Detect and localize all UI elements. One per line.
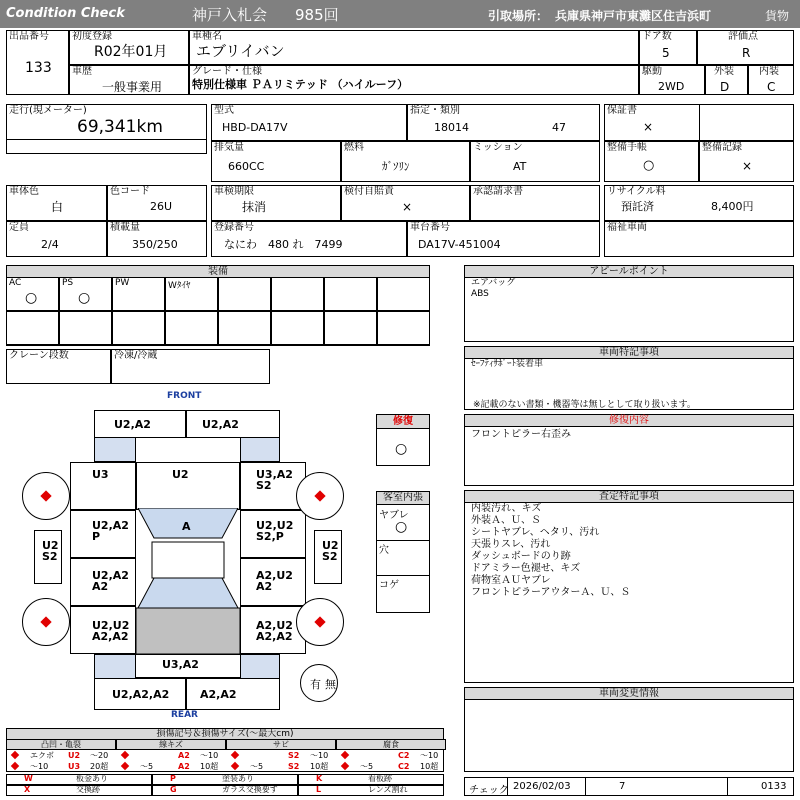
panel-label-qtr-rr-1: A2,U2 (256, 619, 293, 632)
equipment-cell (165, 311, 218, 345)
panel-label-bumper-rl: U2,A2,A2 (112, 688, 170, 701)
recycle-amount: 8,400円 (711, 200, 754, 213)
panel-label-fender-fl: U3 (92, 468, 109, 481)
panel-label-side-l-1: U2 (42, 539, 59, 552)
mileage-label: 走行(現メーター) (9, 105, 87, 116)
appeal-title: アピールポイント (465, 266, 793, 278)
service-book-label: 整備手帳 (607, 142, 647, 153)
capacity-label: 定員 (9, 222, 29, 233)
equipment-label: AC (9, 278, 22, 288)
drive-label: 駆動 (642, 66, 662, 77)
legend-size: 〜20 (90, 751, 109, 760)
legend-bottom-code: X (24, 785, 31, 794)
designation-value2: 47 (552, 121, 566, 134)
legend-size: 10超 (420, 762, 439, 771)
repair-box-value: ○ (395, 441, 408, 457)
legend-size: 10超 (310, 762, 329, 771)
note-line: 天張りスレ、汚れ (471, 539, 551, 550)
warranty-divider (699, 105, 700, 140)
legend-code: C2 (398, 751, 410, 760)
inspector-no: 7 (619, 781, 626, 792)
service-record-value: × (742, 159, 753, 173)
reg-no-label: 登録番号 (214, 222, 254, 233)
load-cell (107, 221, 207, 257)
capacity-cell (6, 221, 107, 257)
load-label: 積載量 (110, 222, 140, 233)
panel-label-hood-right: U2,A2 (202, 418, 239, 431)
history-value: 一般事業用 (102, 80, 163, 94)
freezer-cell (111, 349, 270, 384)
special-title: 車両特記事項 (465, 347, 793, 359)
inspection-cell (211, 185, 341, 221)
designation-value1: 18014 (434, 121, 469, 134)
panel-label-door-fr-2: S2,P (256, 530, 284, 543)
equipment-cell (165, 277, 218, 311)
panel-label-door-fr-1: U2,U2 (256, 519, 294, 532)
note-line: 外装Ａ、Ｕ、Ｓ (471, 515, 541, 526)
session: 985回 (295, 6, 339, 24)
legend-sub: エクボ (30, 751, 54, 760)
legend-group-name: 線キズ (116, 739, 226, 750)
lot-cell (6, 30, 69, 95)
type-label: 型式 (214, 105, 234, 116)
legend-size: 〜10 (30, 762, 49, 771)
roof-label: A (182, 520, 191, 533)
panel-label-door-rr-1: A2,U2 (256, 569, 293, 582)
interior-value: C (767, 80, 776, 94)
venue: 神戸入札会 (192, 6, 268, 24)
appeal-panel (464, 265, 794, 342)
legend-size: 〜5 (360, 762, 374, 771)
inspection-notes-title: 査定特記事項 (465, 491, 793, 503)
panel-label-door-rr-2: A2 (256, 580, 273, 593)
panel-label-rear-gate: U3,A2 (162, 658, 199, 671)
type-cell (211, 104, 407, 141)
legend-bottom-text: 看板跡 (368, 774, 392, 783)
note-line: 荷物室ＡＵヤブレ (471, 575, 551, 586)
cabin-box-title: 客室内張 (377, 492, 429, 505)
note-line: シートヤブレ、ヘタリ、汚れ (471, 527, 600, 538)
fuel-cell (341, 141, 470, 182)
legend-bottom-text: レンズ割れ (368, 785, 408, 794)
legend-code: U2 (68, 751, 81, 760)
mileage-value: 69,341km (77, 117, 163, 137)
inspection-notes-panel (464, 490, 794, 683)
model-name-value: エブリイバン (196, 42, 285, 60)
displacement-label: 排気量 (214, 142, 244, 153)
panel-label-qtr-rl-2: A2,A2 (92, 630, 129, 643)
repair-line: フロントピラー右歪み (471, 429, 571, 440)
model-name-cell (189, 30, 639, 65)
first-reg-label: 初度登録 (72, 31, 112, 42)
body-color-value: 白 (51, 200, 64, 214)
footer-divider (585, 778, 586, 795)
cabin-tear-label: ヤブレ (379, 510, 409, 521)
legend-code: U3 (68, 762, 81, 771)
repair-panel (464, 414, 794, 486)
welfare-label: 福祉車両 (607, 222, 647, 233)
special-panel (464, 346, 794, 410)
interior-cell (748, 65, 794, 95)
crane-cell (6, 349, 111, 384)
equipment-cell (324, 277, 377, 311)
legend-size: 〜5 (250, 762, 264, 771)
inspection-notes-list (471, 503, 630, 599)
legend-size: 10超 (200, 762, 219, 771)
grade-label: グレード・仕様 (192, 66, 262, 77)
color-code-cell (107, 185, 207, 221)
equipment-mark: ○ (25, 290, 38, 306)
service-book-cell (604, 141, 699, 182)
door-rr-panel (240, 558, 306, 606)
legend-bottom-code: L (316, 785, 322, 794)
legend-size: 〜10 (420, 751, 439, 760)
history-label: 車歴 (72, 66, 92, 77)
check-label: チェック (469, 785, 509, 796)
equipment-cell (112, 277, 165, 311)
crane-label: クレーン段数 (9, 350, 69, 361)
inspection-value: 抹消 (242, 200, 267, 214)
category: 貨物 (765, 9, 790, 23)
equipment-cell (218, 277, 271, 311)
load-value: 350/250 (132, 238, 178, 251)
panel-label-bumper-rr: A2,A2 (200, 688, 237, 701)
spare-have: 有 (310, 678, 321, 691)
fuel-value: ｶﾞｿﾘﾝ (382, 160, 410, 173)
legend-size: 〜10 (200, 751, 219, 760)
legend-code: S2 (288, 762, 300, 771)
brand: Condition Check (6, 6, 125, 21)
lot-value: 133 (25, 60, 52, 76)
inspection-label: 車検期限 (214, 186, 254, 197)
equipment-mark: ○ (78, 290, 91, 306)
repair-box-title: 修復 (377, 415, 429, 429)
legend-size: 20超 (90, 762, 109, 771)
panel-label-door-fl-2: P (92, 530, 101, 543)
cabin-tear-value: ○ (395, 519, 408, 535)
first-reg-cell (69, 30, 189, 65)
chassis-value: DA17V-451004 (418, 238, 501, 251)
legend-bottom-code: G (170, 785, 177, 794)
legend-group-name: 凸凹・亀裂 (6, 739, 116, 750)
drive-value: 2WD (658, 80, 685, 93)
pickup-label: 引取場所： (488, 9, 549, 23)
interior-label: 内装 (759, 66, 779, 77)
color-code-label: 色コード (110, 186, 150, 197)
warranty-value: × (643, 120, 654, 134)
legend-size: 〜10 (310, 751, 329, 760)
score-value: R (742, 46, 751, 60)
designation-label: 指定・類別 (410, 105, 460, 116)
footer-bar (464, 777, 794, 796)
mileage-cell (6, 104, 207, 154)
tax-label: 検付自賠責 (344, 186, 394, 197)
exterior-label: 外装 (714, 66, 734, 77)
equipment-label: Wﾀｲﾔ (168, 281, 191, 291)
legend-bottom-text: 板金あり (76, 774, 108, 783)
footer-number: 0133 (761, 781, 787, 792)
equipment-cell (6, 311, 59, 345)
welfare-cell (604, 221, 794, 257)
legend-size: 〜5 (140, 762, 154, 771)
change-info-panel (464, 687, 794, 772)
equipment-cell (271, 277, 324, 311)
panel-label-side-r-2: S2 (322, 550, 338, 563)
service-record-label: 整備記録 (702, 142, 742, 153)
body-color-cell (6, 185, 107, 221)
displacement-cell (211, 141, 341, 182)
panel-label-door-rl-1: U2,A2 (92, 569, 129, 582)
panel-label-fender-fr-2: S2 (256, 479, 272, 492)
lot-label: 出品番号 (9, 31, 49, 42)
recycle-label: リサイクル料 (607, 186, 666, 197)
grade-cell (189, 65, 639, 95)
exterior-value: D (720, 80, 730, 94)
appeal-list (471, 278, 515, 300)
model-name-label: 車種名 (192, 31, 222, 42)
equipment-title: 装備 (7, 266, 429, 278)
approval-cell (470, 185, 600, 221)
chassis-label: 車台番号 (410, 222, 450, 233)
cabin-hole-label: 穴 (379, 545, 389, 556)
legend-code: A2 (178, 762, 190, 771)
score-label: 評価点 (728, 31, 758, 42)
panel-label-door-fl-1: U2,A2 (92, 519, 129, 532)
footer-divider (507, 778, 508, 795)
color-code-value: 26U (150, 200, 173, 213)
blue-corner (94, 654, 136, 679)
panel-label-fender-fr-1: U3,A2 (256, 468, 293, 481)
note-line: ダッシュボードのり跡 (471, 551, 571, 562)
spare-none: 無 (325, 678, 336, 691)
blue-corner (240, 654, 280, 679)
legend-code: S2 (288, 751, 300, 760)
blue-corner (94, 437, 136, 462)
score-cell (697, 30, 794, 65)
panel-label-door-rl-2: A2 (92, 580, 109, 593)
appeal-line: ABS (471, 289, 489, 299)
designation-cell (407, 104, 600, 141)
pickup-location: 兵庫県神戸市東灘区住吉浜町 (555, 9, 712, 23)
warranty-label: 保証書 (607, 105, 637, 116)
tax-cell (341, 185, 470, 221)
door-fl-panel (70, 510, 136, 558)
appeal-line: エアバッグ (471, 278, 516, 288)
mileage-divider (7, 139, 206, 140)
repair-title: 修復内容 (465, 415, 793, 427)
first-reg-value: R02年01月 (94, 44, 168, 60)
footer-divider (727, 778, 728, 795)
panel-label-qtr-rl-1: U2,U2 (92, 619, 130, 632)
service-book-value: ○ (643, 158, 655, 173)
cabin-box (376, 491, 430, 613)
reg-no-cell (211, 221, 407, 257)
legend-bottom-text: ガラス交換要す (222, 785, 278, 794)
legend-code: C2 (398, 762, 410, 771)
blue-corner (240, 437, 280, 462)
equipment-label: PS (62, 278, 74, 288)
equipment-cell (377, 311, 430, 345)
doors-value: 5 (662, 46, 670, 60)
special-line: ｾｰﾌﾃｨｻﾎﾟｰﾄ装着車 (471, 359, 544, 369)
equipment-cell (6, 277, 59, 311)
reg-no-value: なにわ 480 れ 7499 (224, 238, 343, 251)
panel-label-hood-left: U2,A2 (114, 418, 151, 431)
change-info-title: 車両変更情報 (465, 688, 793, 700)
note-line: 内装汚れ、キズ (471, 503, 542, 514)
equipment-cell (324, 311, 377, 345)
legend-bottom-text: 交換跡 (76, 785, 100, 794)
legend-group-name: 腐食 (336, 739, 446, 750)
check-date: 2026/02/03 (513, 781, 571, 792)
approval-label: 承認請求書 (473, 186, 523, 197)
mission-cell (470, 141, 600, 182)
body-color-label: 車体色 (9, 186, 39, 197)
chassis-cell (407, 221, 600, 257)
displacement-value: 660CC (228, 160, 265, 173)
warranty-cell (604, 104, 794, 141)
special-note: ※記載のない書類・機器等は無しとして取り扱います。 (473, 400, 696, 410)
equipment-cell (271, 311, 324, 345)
doors-label: ドア数 (642, 31, 672, 42)
legend-code: A2 (178, 751, 190, 760)
capacity-value: 2/4 (41, 238, 59, 251)
legend-title: 損傷記号＆損傷サイズ(〜最大cm) (7, 729, 443, 740)
equipment-label: PW (115, 278, 130, 288)
equipment-cell (59, 277, 112, 311)
freezer-label: 冷凍/冷蔵 (114, 350, 158, 361)
front-label: FRONT (167, 391, 202, 401)
type-value: HBD-DA17V (222, 121, 288, 134)
service-record-cell (699, 141, 794, 182)
note-line: フロントピラーアウターＡ、Ｕ、Ｓ (471, 587, 631, 598)
legend-group-name: サビ (226, 739, 336, 750)
equipment-cell (112, 311, 165, 345)
equipment-cell (218, 311, 271, 345)
legend-bottom-text: 塗装あり (222, 774, 254, 783)
rear-label: REAR (171, 710, 198, 720)
panel-label-side-l-2: S2 (42, 550, 58, 563)
repair-box (376, 414, 430, 466)
equipment-cell (59, 311, 112, 345)
header-bar (0, 0, 800, 28)
recycle-cell (604, 185, 794, 221)
exterior-cell (705, 65, 748, 95)
note-line: ドアミラー色褪せ、キズ (471, 563, 581, 574)
legend-bottom-code: K (316, 774, 323, 783)
grade-value: 特別仕様車 ＰＡリミテッド （ハイルーフ） (192, 78, 409, 91)
legend-bottom-code: P (170, 774, 176, 783)
panel-label-windshield-top: U2 (172, 468, 189, 481)
history-cell (69, 65, 189, 95)
equipment-cell (377, 277, 430, 311)
fuel-label: 燃料 (344, 142, 364, 153)
doors-cell (639, 30, 697, 65)
recycle-status: 預託済 (621, 200, 654, 213)
legend-bottom-code: W (24, 774, 33, 783)
panel-label-qtr-rr-2: A2,A2 (256, 630, 293, 643)
cabin-burn-label: コゲ (379, 580, 399, 591)
mission-value: AT (513, 160, 527, 173)
drive-cell (639, 65, 705, 95)
mission-label: ミッション (473, 142, 523, 153)
tax-value: × (402, 200, 413, 214)
panel-label-side-r-1: U2 (322, 539, 339, 552)
